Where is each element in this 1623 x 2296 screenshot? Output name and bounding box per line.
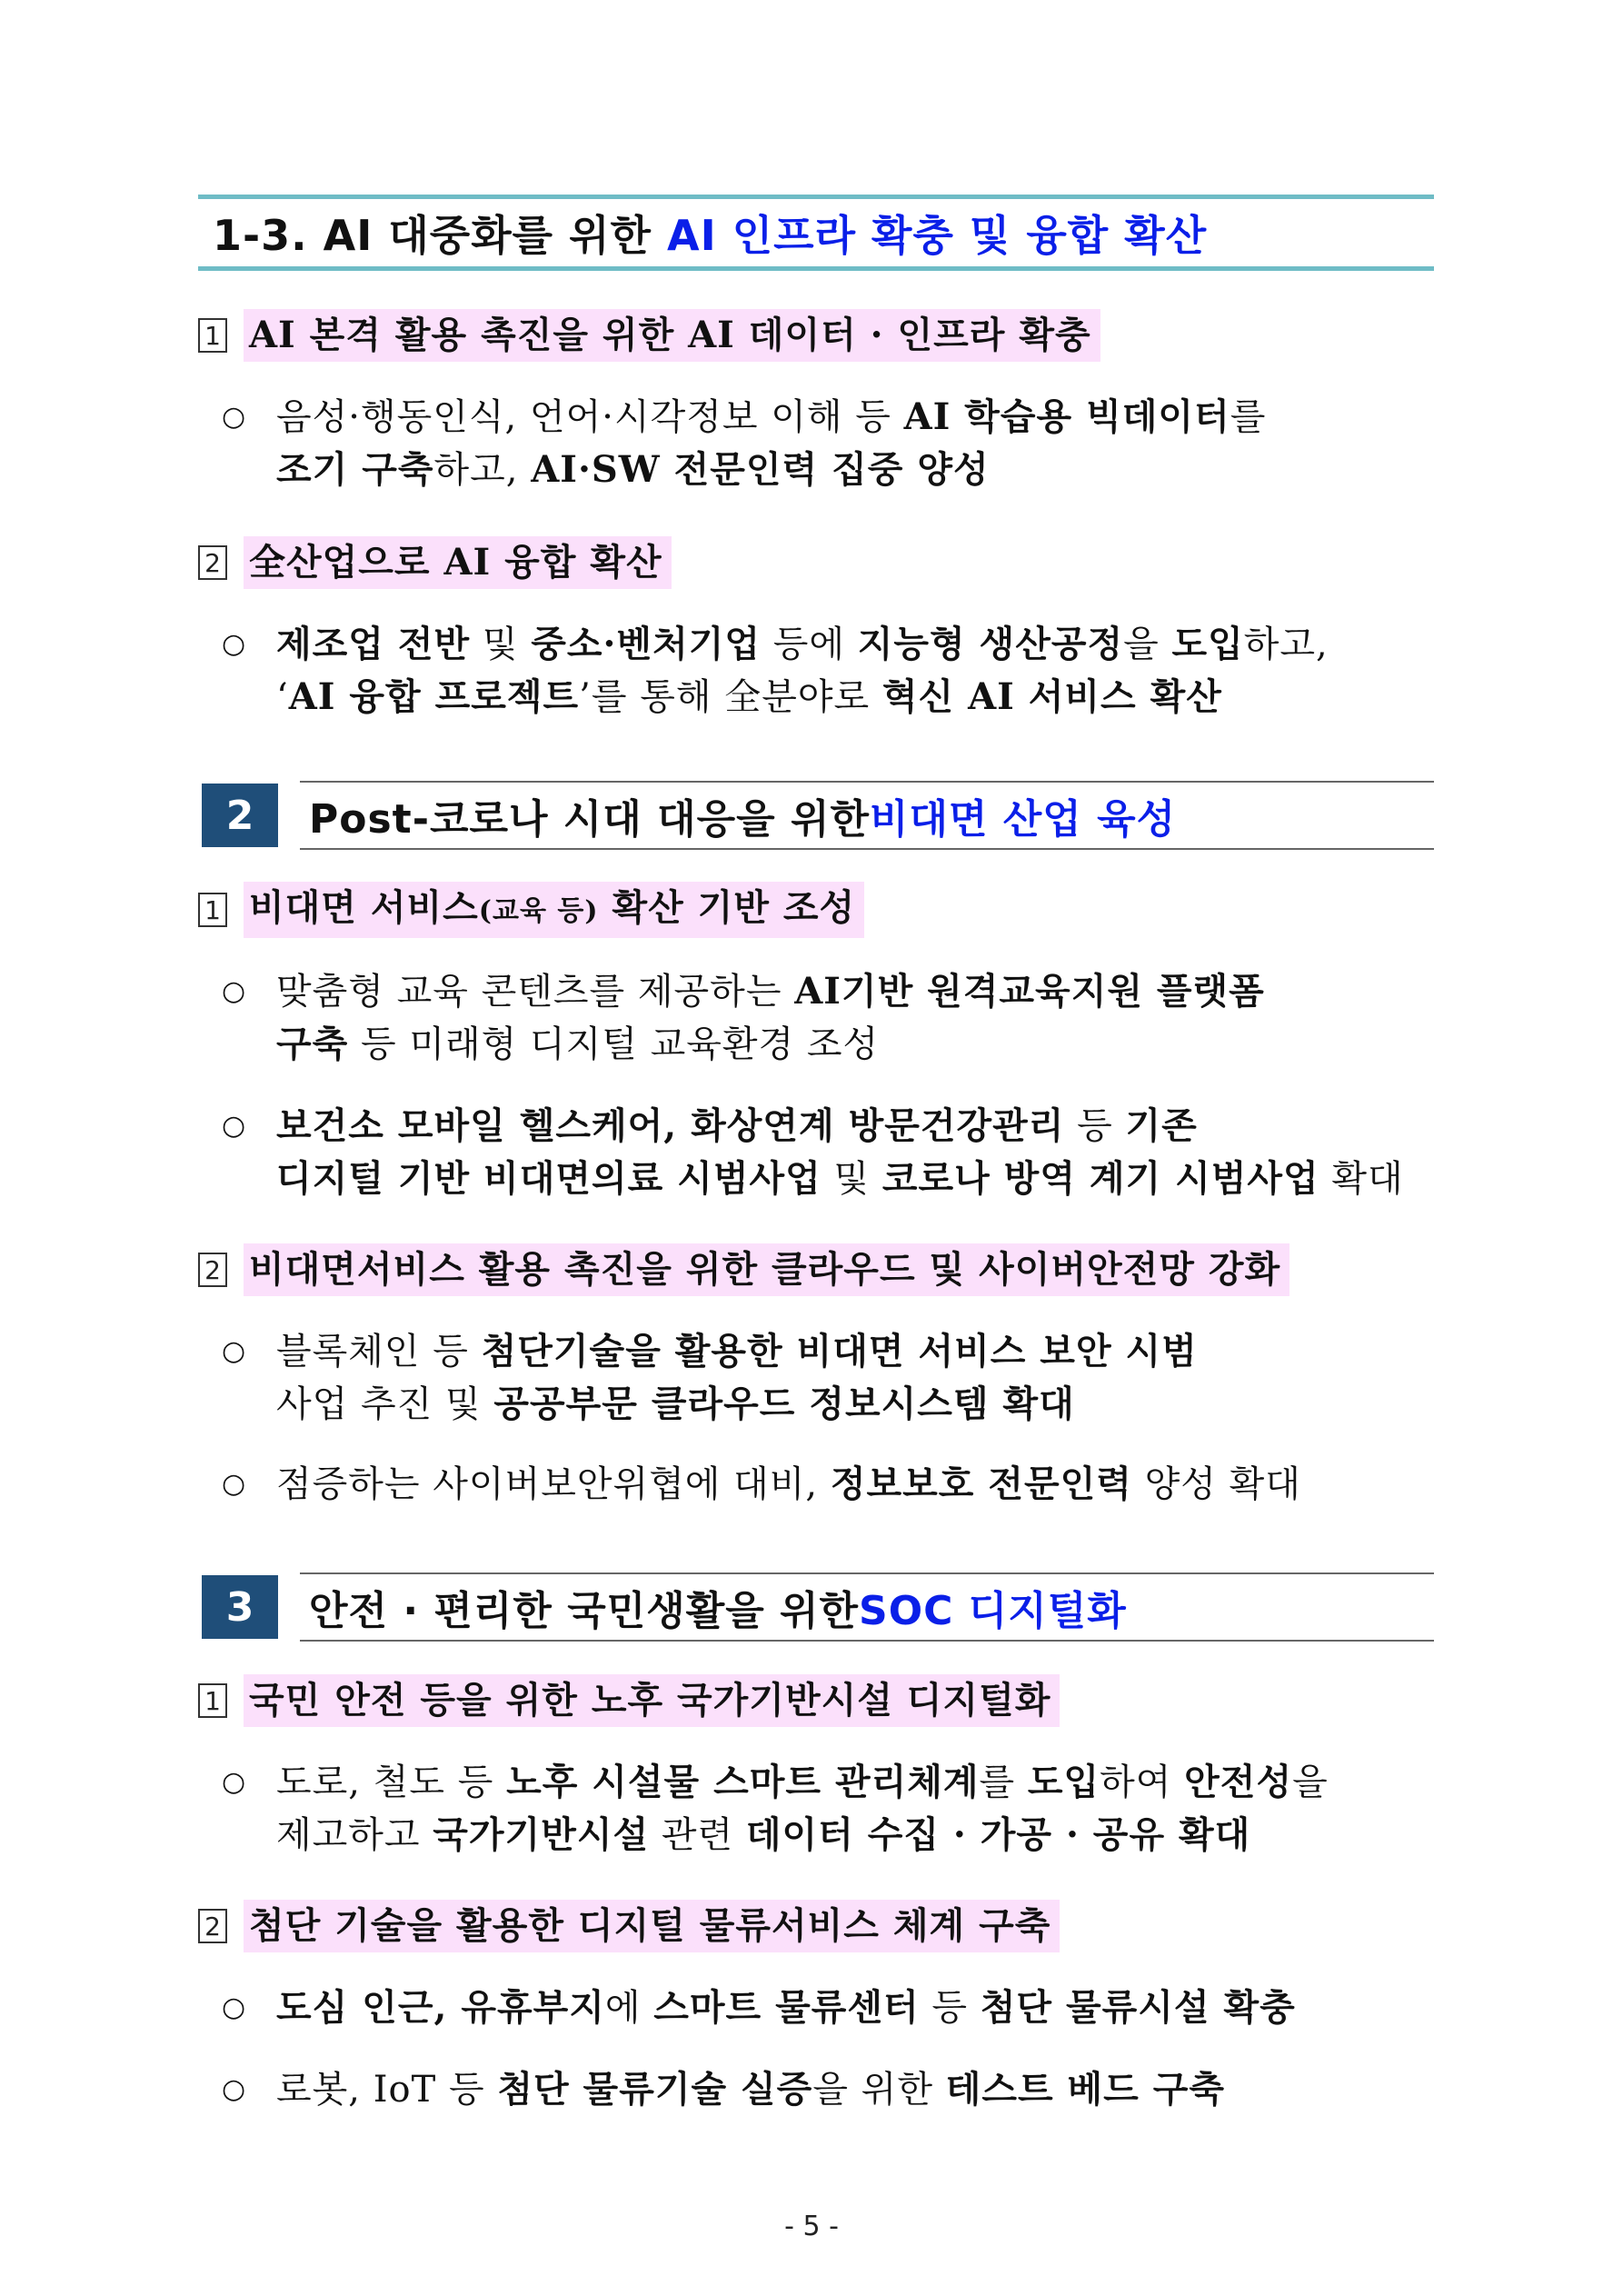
subheading-title: 全산업으로 AI 융합 확산: [244, 536, 672, 589]
bullet-item: ○ 로봇, IoT 등 첨단 물류기술 실증을 위한 테스트 베드 구축: [222, 2068, 1226, 2111]
bullet-item: ○ 제조업 전반 및 중소·벤처기업 등에 지능형 생산공정을 도입하고, ‘AI 융합 프로젝트’를 통해 全분야로 혁신 AI 서비스 확산: [222, 623, 1329, 718]
subheading-number: 2: [198, 545, 227, 580]
part-number: 3: [202, 1575, 278, 1639]
bullet-item: ○ 맞춤형 교육 콘텐츠를 제공하는 AI기반 원격교육지원 플랫폼 구축 등 미래형 디지털 교육환경 조성: [222, 970, 1265, 1065]
subheading-number: 1: [198, 1683, 227, 1718]
subheading-number: 1: [198, 893, 227, 927]
subheading-ai-data-infra: [198, 309, 1100, 362]
page-number: - 5 -: [784, 2211, 839, 2242]
subheading-infrastructure-digital: [198, 1674, 1060, 1727]
bullet-item: ○ 도심 인근, 유휴부지에 스마트 물류센터 등 첨단 물류시설 확충: [222, 1986, 1296, 2029]
part-title: Post-코로나 시대 대응을 위한 비대면 산업 육성: [300, 781, 1434, 850]
bullet-item: ○ 점증하는 사이버보안위협에 대비, 정보보호 전문인력 양성 확대: [222, 1462, 1301, 1505]
subheading-title: 비대면 서비스(교육 등) 확산 기반 조성: [244, 882, 864, 938]
subheading-number: 1: [198, 318, 227, 353]
subheading-ai-convergence: [198, 536, 672, 589]
subheading-cloud-cyber: [198, 1243, 1289, 1296]
section-title: 1-3. AI 대중화를 위한 AI 인프라 확충 및 융합 확산: [213, 211, 1208, 260]
subheading-title: 국민 안전 등을 위한 노후 국가기반시설 디지털화: [244, 1674, 1060, 1727]
bullet-item: ○ 도로, 철도 등 노후 시설물 스마트 관리체계를 도입하여 안전성을 제고하고 국가기반시설 관련 데이터 수집 · 가공 · 공유 확대: [222, 1761, 1329, 1856]
subheading-title: 첨단 기술을 활용한 디지털 물류서비스 체계 구축: [244, 1900, 1060, 1952]
bullet-item: ○ 보건소 모바일 헬스케어, 화상연계 방문건강관리 등 기존 디지털 기반 비대면의료 시범사업 및 코로나 방역 계기 시범사업 확대: [222, 1104, 1404, 1200]
subheading-number: 2: [198, 1909, 227, 1943]
subheading-noncontact-services: [198, 883, 864, 936]
bullet-item: ○ 블록체인 등 첨단기술을 활용한 비대면 서비스 보안 시범 사업 추진 및 공공부문 클라우드 정보시스템 확대: [222, 1330, 1198, 1425]
part-title: 안전 · 편리한 국민생활을 위한 SOC 디지털화: [300, 1572, 1434, 1642]
subheading-number: 2: [198, 1253, 227, 1287]
subheading-digital-logistics: [198, 1900, 1060, 1952]
part-number: 2: [202, 784, 278, 847]
bullet-item: ○ 음성·행동인식, 언어·시각정보 이해 등 AI 학습용 빅데이터를 조기 구축하고, AI·SW 전문인력 집중 양성: [222, 395, 1267, 491]
section-header: [198, 195, 1434, 271]
subheading-title: AI 본격 활용 촉진을 위한 AI 데이터 · 인프라 확충: [244, 309, 1100, 362]
subheading-title: 비대면서비스 활용 촉진을 위한 클라우드 및 사이버안전망 강화: [244, 1243, 1289, 1296]
